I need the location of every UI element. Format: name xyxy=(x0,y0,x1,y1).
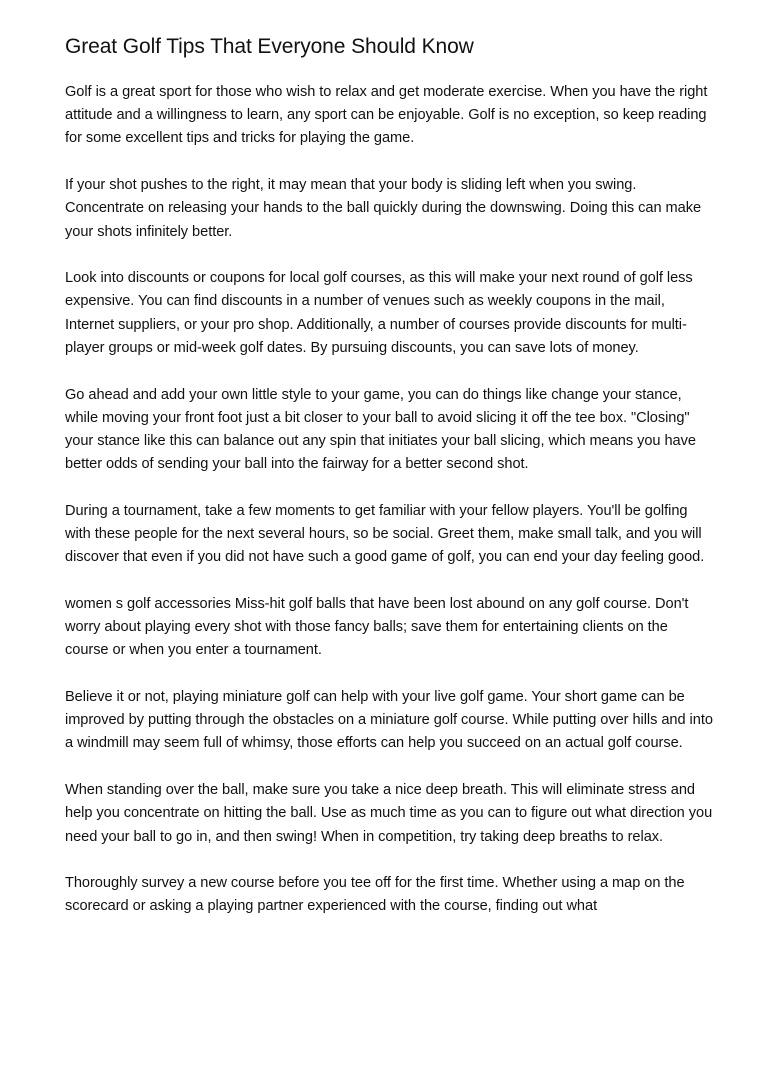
paragraph-8: When standing over the ball, make sure you take a nice deep breath. This will eliminate stress and help you concentrate on hitting the ball. Use as much time as you can to figure out what direction you need your ball to go in, and then swing! When in competition, try taking deep breaths to relax. xyxy=(65,782,713,845)
paragraph-3: Look into discounts or coupons for local golf courses, as this will make your next round of golf less expensive. You can find discounts in a number of venues such as weekly coupons in the mail, Internet suppliers, or your pro shop. Additionally, a number of courses provide discounts for multi-player groups or mid-week golf dates. By pursuing discounts, you can save lots of money. xyxy=(65,270,693,356)
paragraph-5: During a tournament, take a few moments to get familiar with your fellow players. You'll be golfing with these people for the next several hours, so be social. Greet them, make small talk, and you will discover that even if you did not have such a good game of golf, you can end your day feeling good. xyxy=(65,502,705,566)
paragraph-6: women s golf accessories Miss-hit golf balls that have been lost abound on any golf course. Don't worry about playing every shot with those fancy balls; save them for entertaining clients on the course or when you enter a tournament. xyxy=(65,595,689,659)
paragraph-7: Believe it or not, playing miniature golf can help with your live golf game. Your short game can be improved by putting through the obstacles on a miniature golf course. While putting over hills and into a windmill may seem full of whimsy, those efforts can help you succeed on an actual golf course. xyxy=(65,689,713,752)
paragraph-4: Go ahead and add your own little style to your game, you can do things like change your stance, while moving your front foot just a bit closer to your ball to avoid slicing it off the tee box. "Closing" your stance like this can balance out any spin that initiates your ball slicing, which means you have better odds of sending your ball into the fairway for a better second shot. xyxy=(65,386,696,473)
paragraph-1: Golf is a great sport for those who wish to relax and get moderate exercise. When you have the right attitude and a willingness to learn, any sport can be enjoyable. Golf is no exception, so keep reading for some excellent tips and tricks for playing the game. xyxy=(65,84,708,147)
paragraph-2: If your shot pushes to the right, it may mean that your body is sliding left when you swing. Concentrate on releasing your hands to the ball quickly during the downswing. Doing this can make your shots infinitely better. xyxy=(65,177,702,240)
page-title: Great Golf Tips That Everyone Should Know xyxy=(65,35,474,58)
paragraph-9: Thoroughly survey a new course before you tee off for the first time. Whether using a map on the scorecard or asking a playing partner experienced with the course, finding out what xyxy=(65,875,685,915)
document-page xyxy=(65,32,715,942)
